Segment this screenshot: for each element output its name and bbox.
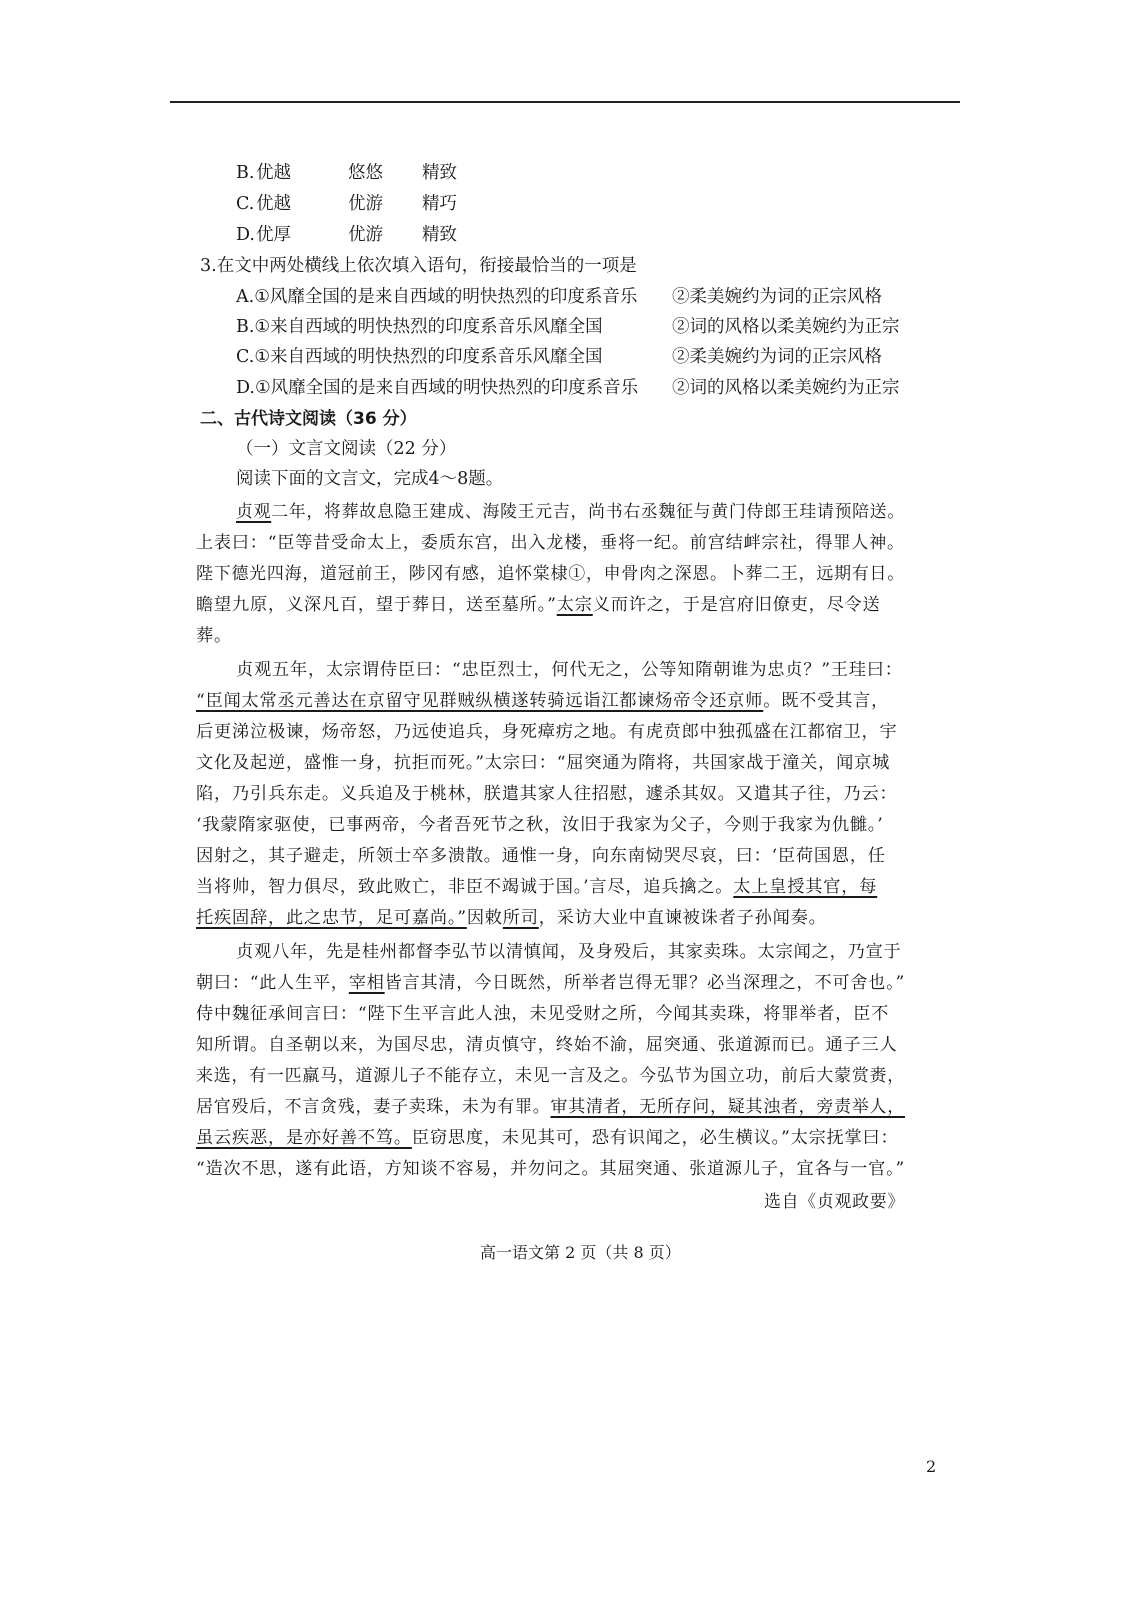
- passage-p1-line3: 陛下德光四海，道冠前王，陟冈有感，追怀棠棣①，申骨肉之深恩。卜葬二王，远期有日。: [196, 564, 905, 584]
- underlined-sentence-2: 太上皇授其官，每: [733, 877, 878, 897]
- subsection-title: （一）文言文阅读（22 分）: [236, 439, 457, 459]
- page-footer-label: 高一语文第 2 页（共 8 页）: [480, 1243, 681, 1262]
- passage-p2-line1: 贞观五年，太宗谓侍臣曰：“忠臣烈士，何代无之，公等知隋朝谁为忠贞？”王珪曰：: [236, 660, 903, 680]
- passage-p1-line1: 贞观二年，将葬故息隐王建成、海陵王元吉，尚书右丞魏征与黄门侍郎王珪请预陪送。: [236, 502, 905, 522]
- q3-option-d-part2: ②词的风格以柔美婉约为正宗: [672, 378, 900, 398]
- q3-stem: 3.在文中两处横线上依次填入语句，衔接最恰当的一项是: [200, 256, 637, 276]
- q3-option-a-part2: ②柔美婉约为词的正宗风格: [672, 287, 882, 307]
- underlined-sentence-1: “臣闻太常丞元善达在京留守见群贼纵横遂转骑远诣江都谏炀帝令还京师: [196, 691, 764, 711]
- passage-p1-line5: 葬。: [196, 626, 232, 646]
- q3-option-b: B.①来自西域的明快热烈的印度系音乐风靡全国: [236, 317, 603, 337]
- q3-option-d: D.①风靡全国的是来自西域的明快热烈的印度系音乐: [236, 378, 639, 398]
- section-title: 二、古代诗文阅读（36 分）: [200, 409, 417, 429]
- passage-p3-line5: 来选，有一匹羸马，道源儿子不能存立，未见一言及之。今弘节为国立功，前后大蒙赏赉，: [196, 1066, 905, 1086]
- passage-p2-line8: 当将帅，智力俱尽，致此败亡，非臣不竭诚于国。’言尽，追兵擒之。太上皇授其官，每: [196, 877, 878, 897]
- passage-p1-line4: 瞻望九原，义深凡百，望于葬日，送至墓所。”太宗义而许之，于是宫府旧僚吏，尽令送: [196, 595, 881, 615]
- passage-p2-line9: 托疾固辞，此之忠节，足可嘉尚。”因敕所司，采访大业中直谏被诛者子孙闻奏。: [196, 908, 827, 928]
- reading-instruction: 阅读下面的文言文，完成4～8题。: [236, 469, 504, 489]
- q3-option-a: A.①风靡全国的是来自西域的明快热烈的印度系音乐: [236, 287, 638, 307]
- q2-option-c: C.优越 优游 精巧: [236, 194, 457, 214]
- passage-p2-line4: 文化及起逆，盛惟一身，抗拒而死。”太宗曰：“屈突通为隋将，共国家战于潼关，闻京城: [196, 753, 891, 773]
- passage-p2-line7: 因射之，其子避走，所领士卒多溃散。通惟一身，向东南恸哭尽哀，曰：‘臣荷国恩，任: [196, 846, 886, 866]
- passage-p3-line2: 朝曰：“此人生平，宰相皆言其清，今日既然，所举者岂得无罪？必当深理之，不可舍也。”: [196, 973, 906, 993]
- passage-p3-line8: “造次不思，遂有此语，方知谈不容易，并勿问之。其屈突通、张道源儿子，宜各与一官。”: [196, 1159, 905, 1179]
- underlined-sentence-3: 审其清者，无所存问，疑其浊者，旁责举人，: [550, 1097, 905, 1117]
- passage-p3-line3: 侍中魏征承间言曰：“陛下生平言此人浊，未见受财之所，今闻其卖珠，将罪举者，臣不: [196, 1004, 890, 1024]
- passage-p3-line1: 贞观八年，先是桂州都督李弘节以清慎闻，及身殁后，其家卖珠。太宗闻之，乃宣于: [236, 942, 902, 962]
- q2-option-b: B.优越 悠悠 精致: [236, 163, 457, 183]
- passage-p2-line6: ‘我蒙隋家驱使，已事两帝，今者吾死节之秋，汝旧于我家为父子，今则于我家为仇雠。’: [196, 815, 884, 835]
- passage-p2-line5: 陷，乃引兵东走。义兵追及于桃林，朕遣其家人往招慰，遽杀其奴。又遣其子往，乃云：: [196, 784, 898, 804]
- passage-p1-line2: 上表曰：“臣等昔受命太上，委质东宫，出入龙楼，垂将一纪。前宫结衅宗社，得罪人神。: [196, 533, 905, 553]
- page-number: 2: [926, 1457, 937, 1476]
- q3-option-b-part2: ②词的风格以柔美婉约为正宗: [672, 317, 900, 337]
- passage-source: 选自《贞观政要》: [764, 1192, 905, 1212]
- q3-option-c-part2: ②柔美婉约为词的正宗风格: [672, 347, 882, 367]
- passage-p3-line6: 居官殁后，不言贪残，妻子卖珠，未为有罪。审其清者，无所存问，疑其浊者，旁责举人，: [196, 1097, 905, 1117]
- passage-p3-line4: 知所谓。自圣朝以来，为国尽忠，清贞慎守，终始不渝，屈突通、张道源而已。通子三人: [196, 1035, 898, 1055]
- passage-p2-line2: “臣闻太常丞元善达在京留守见群贼纵横遂转骑远诣江都谏炀帝令还京师。既不受其言，: [196, 691, 890, 711]
- passage-p2-line3: 后更涕泣极谏，炀帝怒，乃远使追兵，身死瘴疠之地。有虎贲郎中独孤盛在江都宿卫，宇: [196, 722, 898, 742]
- q3-option-c: C.①来自西域的明快热烈的印度系音乐风靡全国: [236, 347, 603, 367]
- top-rule: [170, 101, 960, 103]
- passage-p3-line7: 虽云疾恶，是亦好善不笃。臣窃思度，未见其可，恐有识闻之，必生横议。”太宗抚掌曰：: [196, 1128, 899, 1148]
- q2-option-d: D.优厚 优游 精致: [236, 225, 457, 245]
